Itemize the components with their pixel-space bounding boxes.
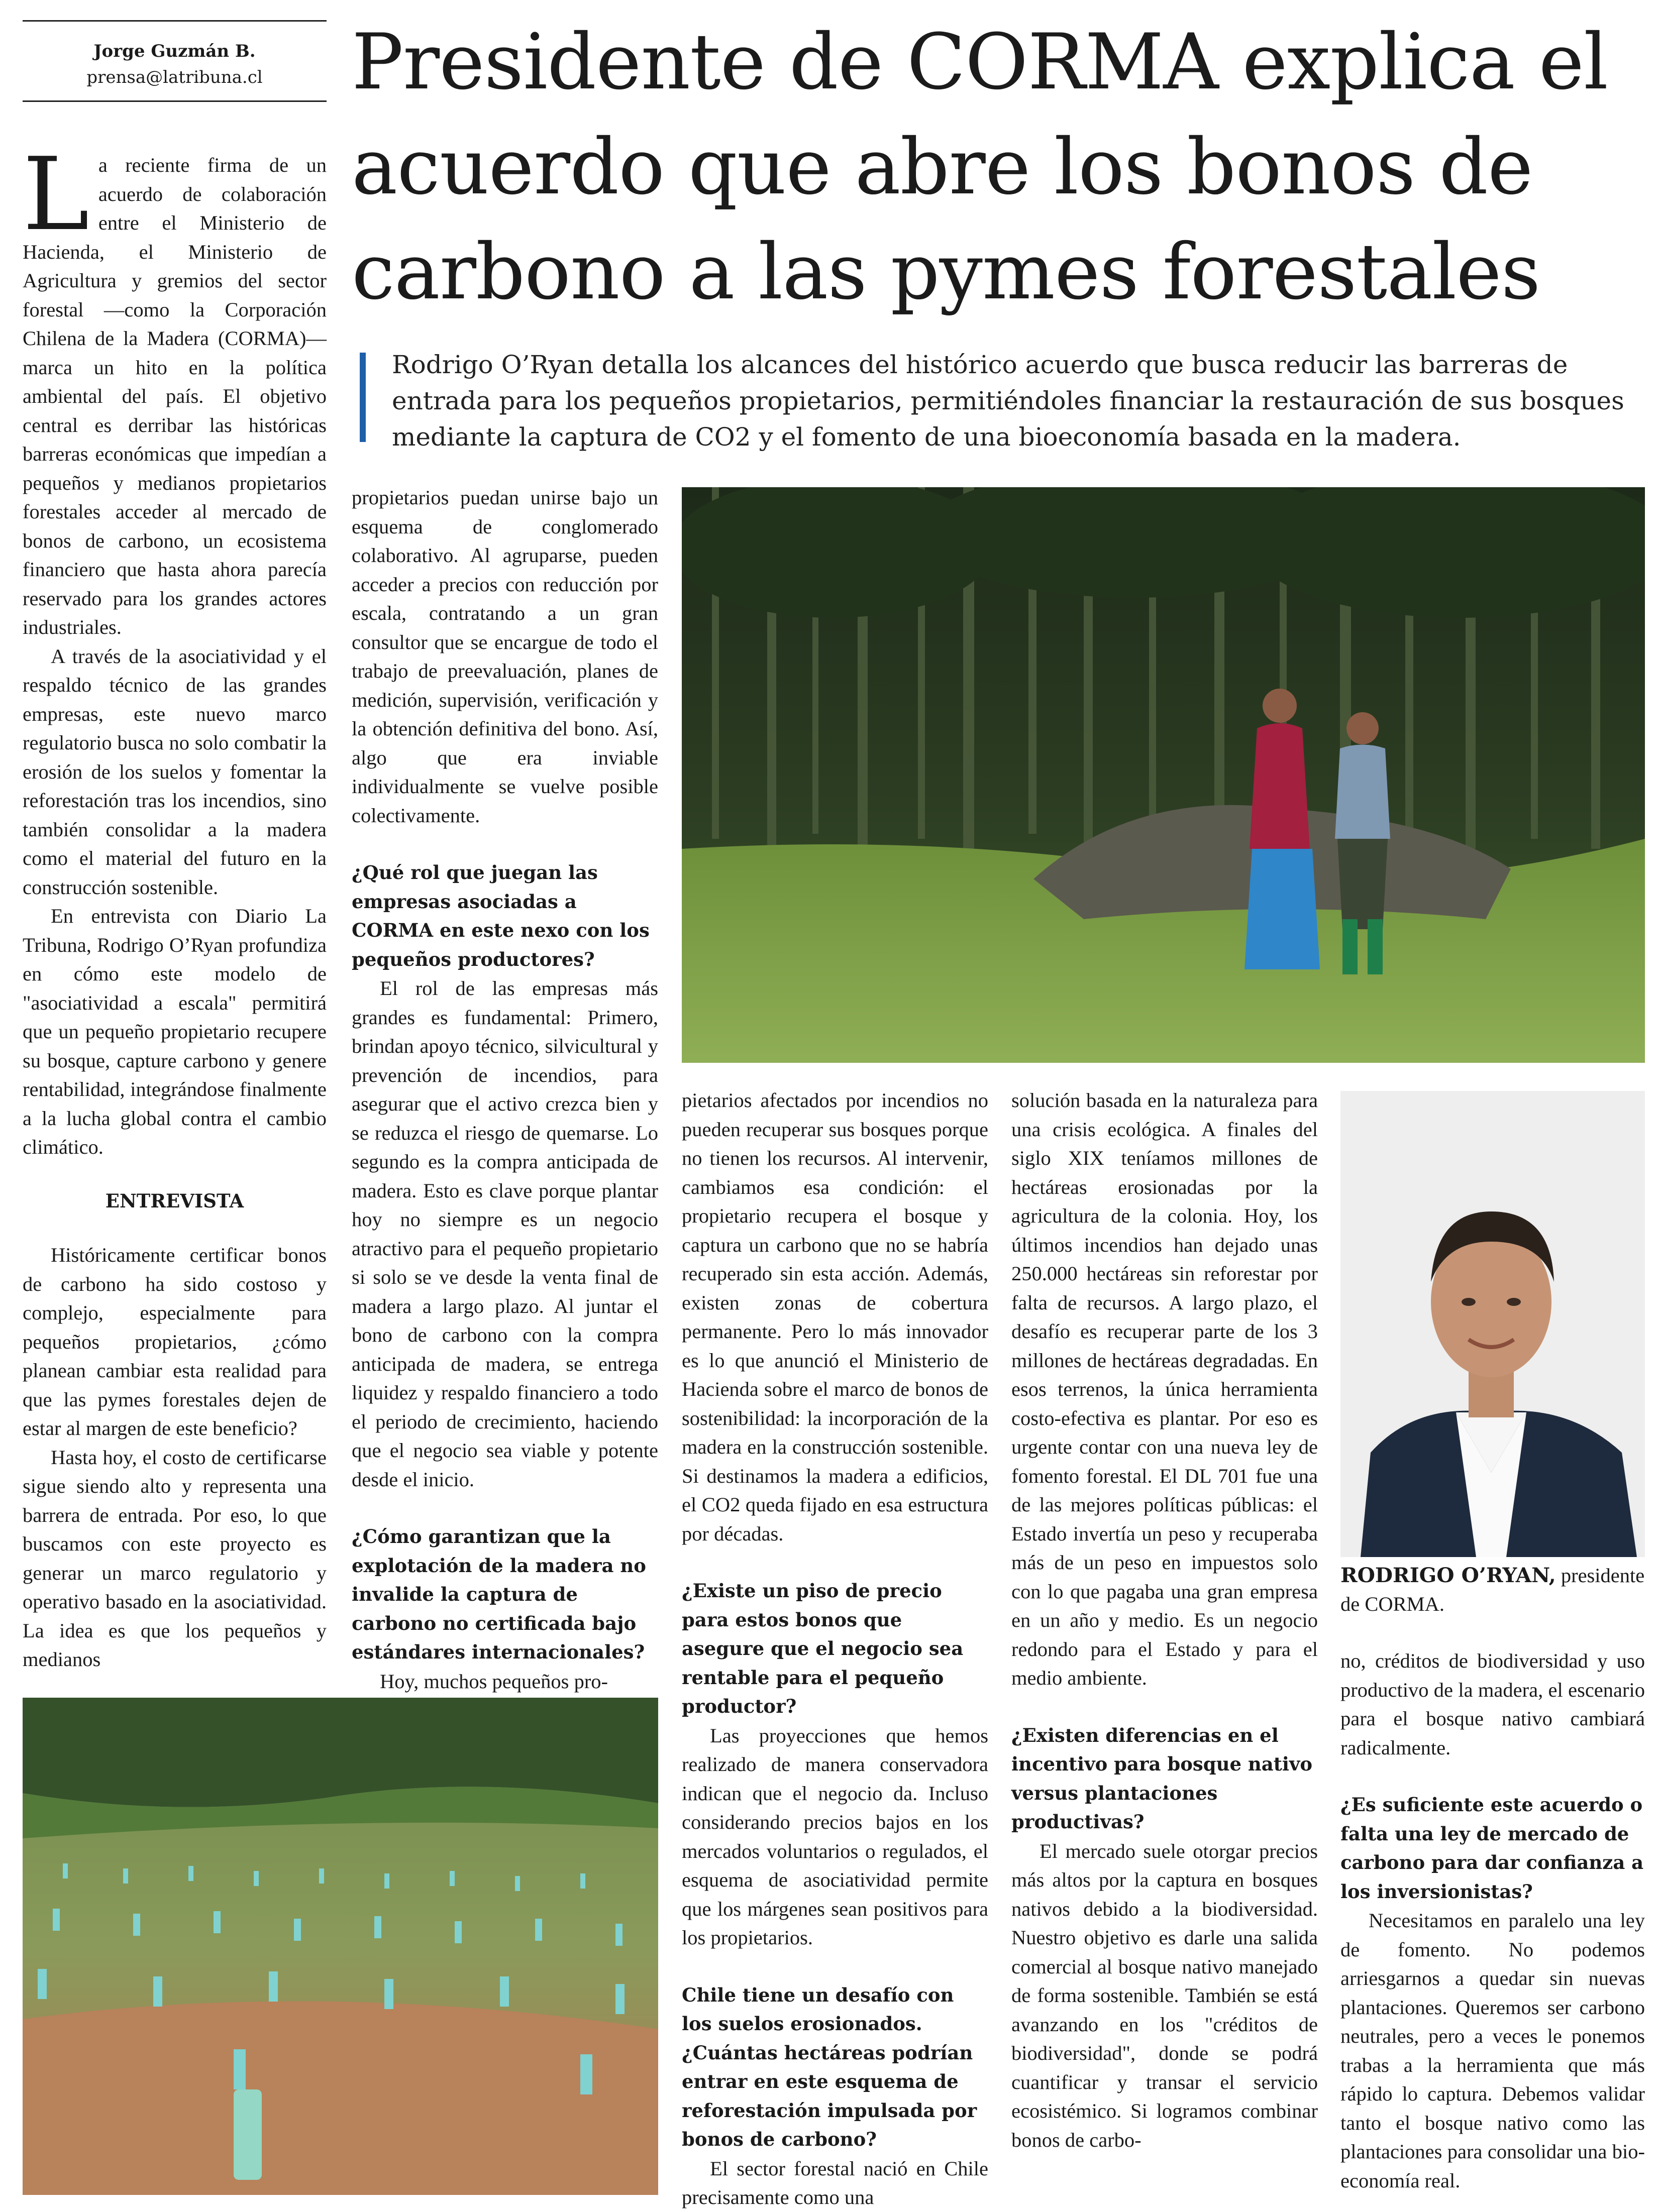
byline-top-rule: [23, 20, 327, 22]
column-3: [682, 1086, 988, 2212]
paragraph: no, créditos de biodiversidad y uso productivo de la madera, el escenario para el bosque nativo cambiará radicalmente.: [1340, 1649, 1645, 1759]
intro-paragraph: [23, 136, 327, 642]
question-paragraph: Históricamente certificar bonos de carbono ha sido costoso y complejo, especialmente para pequeños propietarios, ¿cómo planean cambiar esta realidad para que las pymes forestales dejen de estar al margen de este beneficio?: [23, 1244, 327, 1440]
photo-reforestation: [23, 1698, 658, 2195]
paragraph: solución basada en la naturaleza para una crisis ecológica. A finales del siglo XIX teníamos millones de hectáreas erosionadas por la agricultura de la colonia. Hoy, los últimos incendios han dejado unas 250.000 hectáreas sin reforestar por falta de recursos. A largo plazo, el desafío es recuperar parte de los 3 millones de hectáreas degradadas. En esos terrenos, la única herramienta costo-efectiva es plantar. Por eso es urgente contar con una nueva ley de fomento forestal. El DL 701 fue una de las mejores políticas públicas: el Estado invertía un peso y recuperaba más de un peso en impuestos solo con lo que pagaba una gran empresa en un año y medio. Es un negocio redondo para el Estado y para el medio ambiente.: [1011, 1089, 1318, 1689]
column-5: [1340, 1646, 1645, 2195]
paragraph: A través de la asociatividad y el respaldo técnico de las grandes empresas, este nuevo marco regulatorio busca no solo combatir la erosión de los suelos y fomentar la reforestación tras los incendios, sino también consolidar a la madera como el material del futuro en la construcción sostenible.: [23, 644, 327, 899]
photo-caption: [1340, 1561, 1645, 1618]
paragraph: En entrevista con Diario La Tribuna, Rodrigo O’Ryan profundiza en cómo este modelo de "asociatividad a escala" permitirá que un pequeño propietario recupere su bosque, capture carbono y genere rentabilidad, integrándose finalmente a la lucha global contra el cambio climático.: [23, 905, 327, 1158]
drop-cap: L: [23, 136, 89, 253]
interview-question: ¿Cómo garantizan que la explotación de la madera no invalide la captura de carbono no certificada bajo estándares internacionales?: [352, 1525, 646, 1663]
column-1: [23, 136, 327, 1674]
column-2: [352, 483, 658, 1696]
paragraph: Hasta hoy, el costo de certificarse sigue siendo alto y representa una barrera de entrada. Por eso, lo que buscamos con este proyecto es generar un marco regulatorio y operativo basado en la asociatividad. La idea es que los pequeños y medianos: [23, 1446, 327, 1671]
byline: [23, 20, 327, 90]
headline: Presidente de CORMA explica el acuerdo que abre los bonos de carbono a las pymes forestales: [352, 18, 1608, 317]
paragraph: Hoy, muchos pequeños pro-: [380, 1670, 608, 1693]
section-label: ENTREVISTA: [105, 1189, 244, 1212]
column-4: [1011, 1086, 1318, 2154]
paragraph: propietarios puedan unirse bajo un esquema de conglomerado colaborativo. Al agruparse, pueden acceder a precios con reducción por escala, contratando a un gran consultor que se encargue de todo el trabajo de preevaluación, planes de medición, supervisión, verificación y la obtención definitiva del bono. Así, algo que era inviable individualmente se vuelve posible colectivamente.: [352, 486, 658, 827]
caption-name: RODRIGO O’RYAN,: [1340, 1563, 1556, 1587]
paragraph: El sector forestal nació en Chile precisamente como una: [682, 2157, 988, 2208]
paragraph: Necesitamos en paralelo una ley de fomento. No podemos arriesgarnos a quedar sin nuevas plantaciones. Queremos ser carbono neutrales, pero a veces le ponemos trabas a la herramienta que más rápido lo captura. Debemos validar tanto el bosque nativo como las plantaciones para consolidar una bio-economía real.: [1340, 1909, 1645, 2192]
paragraph: pietarios afectados por incendios no pueden recuperar sus bosques porque no tienen los recursos. Al intervenir, cambiamos esa condición: el propietario recupera el bosque y captura un carbono que no se habría recuperado sin esta acción. Además, existen zonas de cobertura permanente. Pero lo más innovador es lo que anunció el Ministerio de Hacienda sobre el marco de bonos de sostenibilidad: la incorporación de la madera en la construcción sostenible. Si destinamos la madera a edificios, el CO2 queda fijado en esa estructura por décadas.: [682, 1089, 988, 1545]
author-name: Jorge Guzmán B.: [93, 41, 256, 61]
paragraph: El mercado suele otorgar precios más altos por la captura en bosques nativos debido a la biodiversidad. Nuestro objetivo es darle una salida comercial al bosque nativo manejado de forma sostenible. También se está avanzando en los "créditos de biodiversidad", donde se podrá cuantificar y transar el servicio ecosistémico. Si logramos combinar bonos de carbo-: [1011, 1839, 1318, 2151]
interview-question: ¿Es suficiente este acuerdo o falta una ley de mercado de carbono para dar confianza a los inversionistas?: [1340, 1794, 1644, 1903]
lead-paragraph: Rodrigo O’Ryan detalla los alcances del histórico acuerdo que busca reducir las barreras de entrada para los pequeños propietarios, permitiéndoles financiar la restauración de sus bosques mediante la captura de CO2 y el fomento de una bioeconomía basada en la madera.: [392, 350, 1624, 452]
plantation-illustration: [23, 1698, 658, 2195]
byline-bottom-rule: [23, 100, 327, 102]
author-email: prensa@latribuna.cl: [86, 67, 263, 87]
interview-question: ¿Qué rol que juegan las empresas asociadas a CORMA en este nexo con los pequeños productores?: [352, 861, 650, 970]
forest-illustration: [682, 487, 1645, 1063]
paragraph: El rol de las empresas más grandes es fundamental: Primero, brindan apoyo técnico, silvicultural y prevención de incendios, para asegurar que el activo crezca bien y se reduzca el riesgo de quemarse. Lo segundo es la compra anticipada de madera. Esto es clave porque plantar hoy no siempre es un negocio atractivo para el pequeño propietario si solo se ve desde la venta final de madera a largo plazo. Al juntar el bono de carbono con la compra anticipada de madera, se entrega liquidez y respaldo financiero a todo el periodo de crecimiento, haciendo que el negocio sea viable y potente desde el inicio.: [352, 977, 658, 1491]
interview-question: ¿Existen diferencias en el incentivo para bosque nativo versus plantaciones productivas?: [1011, 1724, 1313, 1833]
interview-question: ¿Existe un piso de precio para estos bonos que asegure que el negocio sea rentable para el pequeño productor?: [682, 1580, 964, 1717]
photo-portrait: [1340, 1091, 1645, 1557]
caption-role: presidente de CORMA.: [1340, 1564, 1645, 1615]
intro-text: a reciente firma de un acuerdo de colaboración entre el Ministerio de Hacienda, el Ministerio de Agricultura y gremios del sector forestal —como la Corporación Chilena de la Madera (CORMA)— marca un hito en la política ambiental del país. El objetivo central es derribar las históricas barreras económicas que impedían a pequeños y medianos propietarios forestales acceder al mercado de bonos de carbono, un ecosistema financiero que hasta ahora parecía reservado para los grandes actores industriales.: [23, 154, 327, 638]
interview-question: Chile tiene un desafío con los suelos erosionados. ¿Cuántas hectáreas podrían entrar en este esquema de reforestación impulsada por bonos de carbono?: [682, 1983, 977, 2150]
portrait-illustration: [1340, 1091, 1645, 1557]
photo-forest-couple: [682, 487, 1645, 1063]
paragraph: Las proyecciones que hemos realizado de manera conservadora indican que el negocio da. Incluso considerando precios bajos en los mercados voluntarios o regulados, el esquema de asociatividad permite que los márgenes sean positivos para los propietarios.: [682, 1724, 988, 1949]
lead-accent-bar: [360, 353, 366, 442]
